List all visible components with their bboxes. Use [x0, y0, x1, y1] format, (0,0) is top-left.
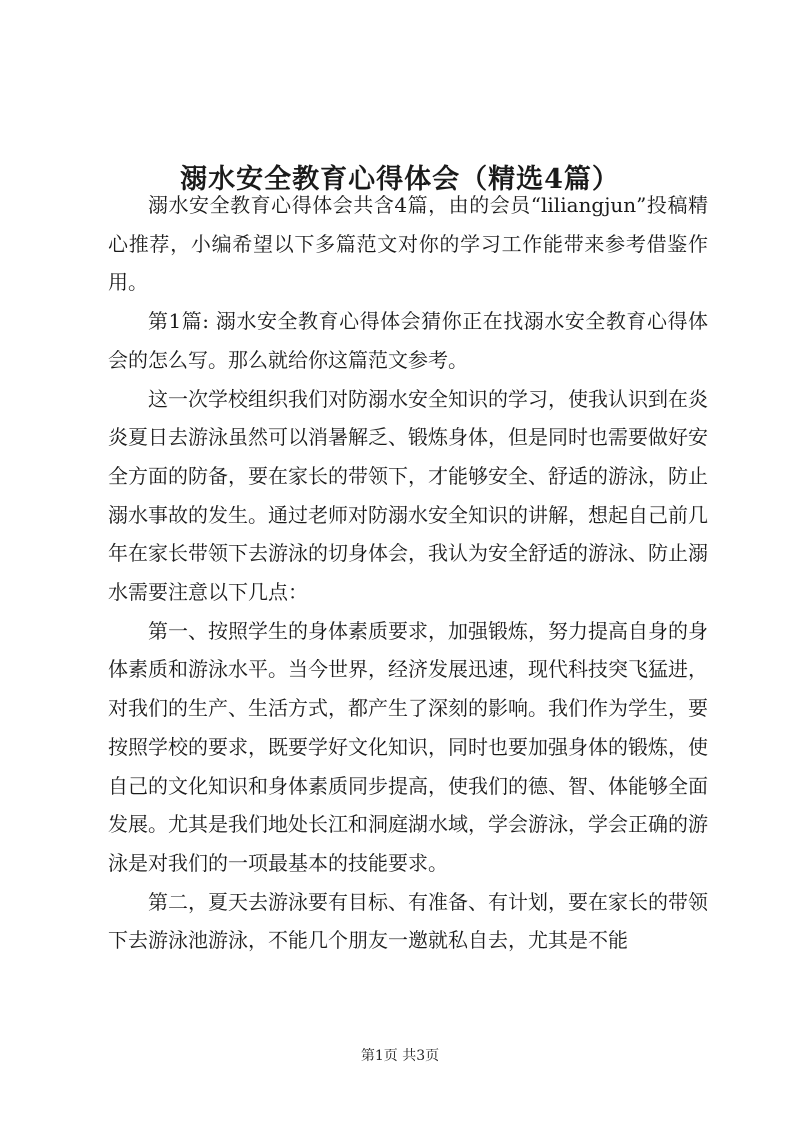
document-body — [108, 186, 708, 960]
paragraph-point-2: 第二，夏天去游泳要有目标、有准备、有计划，要在家长的带领下去游泳池游泳，不能几个朋友一邀就私自去，尤其是不能 — [108, 889, 708, 953]
paragraph-part-1: 第1篇: 溺水安全教育心得体会猜你正在找溺水安全教育心得体会的怎么写。那么就给你这篇范文参考。 — [108, 309, 708, 372]
document-title: 溺水安全教育心得体会（精选4篇） — [180, 164, 620, 196]
page-footer: 第1页 共3页 — [360, 1048, 440, 1064]
paragraph-learning: 这一次学校组织我们对防溺水安全知识的学习，使我认识到在炎炎夏日去游泳虽然可以消暑解乏、锻炼身体，但是同时也需要做好安全方面的防备，要在家长的带领下，才能够安全、舒适的游泳，防止溺水事故的发生。通过老师对防溺水安全知识的讲解，想起自己前几年在家长带领下去游泳的切身体会，我认为安全舒适的游泳、防止溺水需要注意以下几点： — [108, 386, 708, 605]
paragraph-intro: 溺水安全教育心得体会共含4篇，由的会员“liliangjun”投稿精心推荐，小编希望以下多篇范文对你的学习工作能带来参考借鉴作用。 — [108, 193, 708, 295]
paragraph-point-1: 第一、按照学生的身体素质要求，加强锻炼，努力提高自身的身体素质和游泳水平。当今世界，经济发展迅速，现代科技突飞猛进，对我们的生产、生活方式，都产生了深刻的影响。我们作为学生，要按照学校的要求，既要学好文化知识，同时也要加强身体的锻炼，使自己的文化知识和身体素质同步提高，使我们的德、智、体能够全面发展。尤其是我们地处长江和洞庭湖水域，学会游泳，学会正确的游泳是对我们的一项最基本的技能要求。 — [108, 618, 708, 875]
